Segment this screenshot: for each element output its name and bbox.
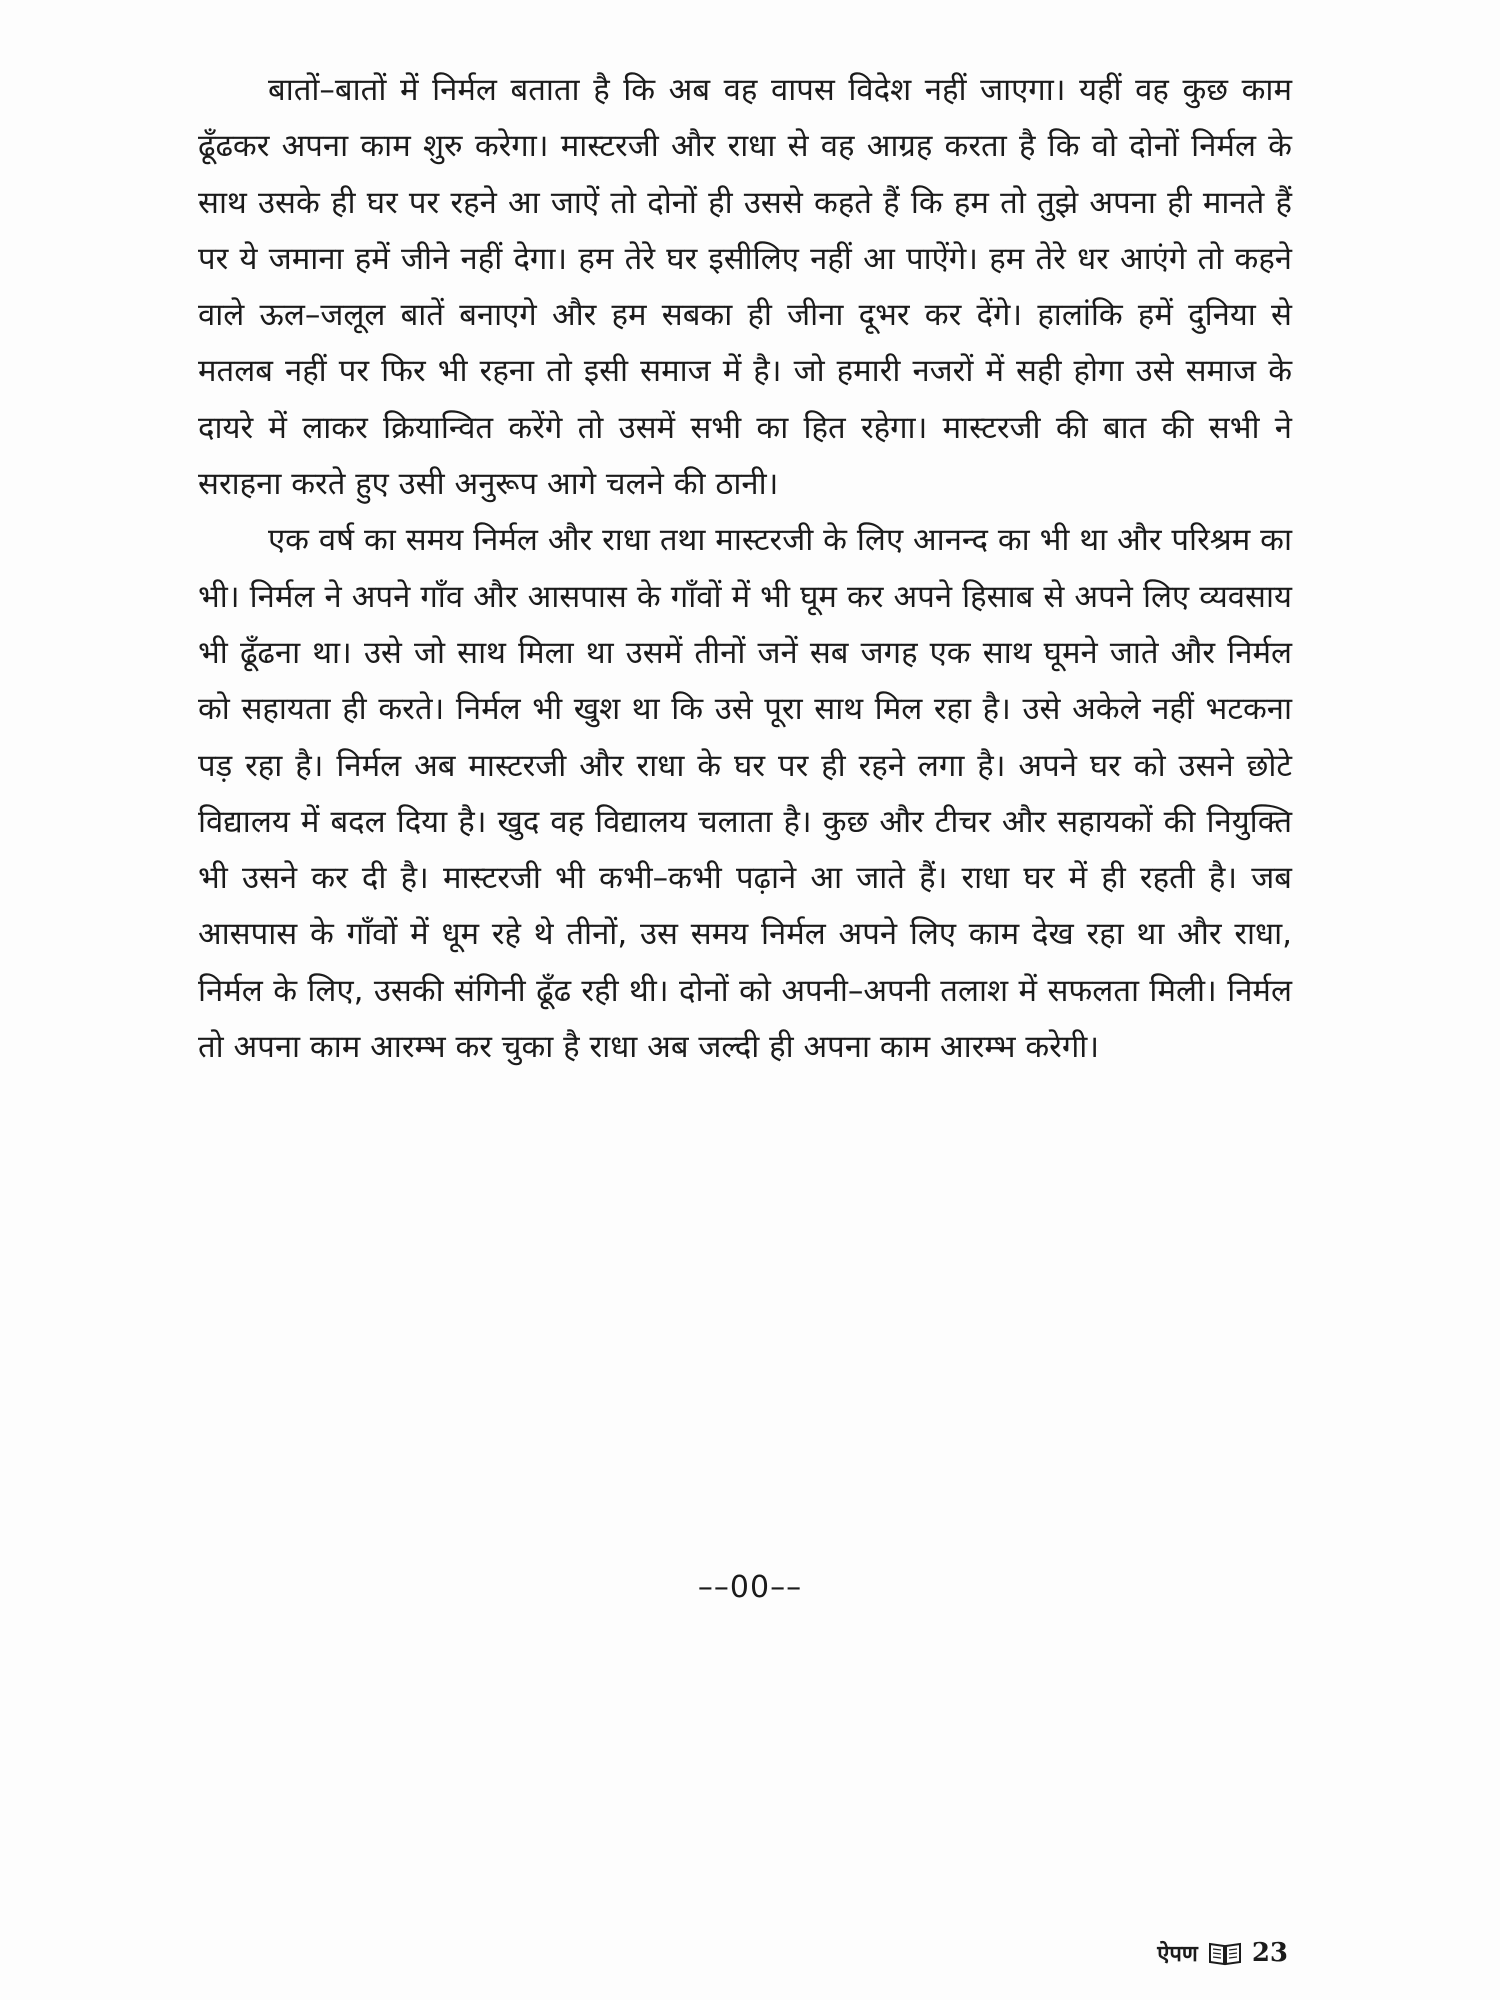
page-number: 23 (1251, 1938, 1288, 1968)
story-text (198, 62, 1292, 1075)
paragraph-2: एक वर्ष का समय निर्मल और राधा तथा मास्टरजी के लिए आनन्द का भी था और परिश्रम का भी। निर्मल ने अपने गाँव और आसपास के गाँवों में भी घूम कर अपने हिसाब से अपने लिए व्यवसाय भी ढूँढना था। उसे जो साथ मिला था उसमें तीनों जनें सब जगह एक साथ घूमने जाते और निर्मल को सहायता ही करते। निर्मल भी खुश था कि उसे पूरा साथ मिल रहा है। उसे अकेले नहीं भटकना पड़ रहा है। निर्मल अब मास्टरजी और राधा के घर पर ही रहने लगा है। अपने घर को उसने छोटे विद्यालय में बदल दिया है। खुद वह विद्यालय चलाता है। कुछ और टीचर और सहायकों की नियुक्ति भी उसने कर दी है। मास्टरजी भी कभी–कभी पढ़ाने आ जाते हैं। राधा घर में ही रहती है। जब आसपास के गाँवों में धूम रहे थे तीनों, उस समय निर्मल अपने लिए काम देख रहा था और राधा, निर्मल के लिए, उसकी संगिनी ढूँढ रही थी। दोनों को अपनी–अपनी तलाश में सफलता मिली। निर्मल तो अपना काम आरम्भ कर चुका है राधा अब जल्दी ही अपना काम आरम्भ करेगी। (198, 522, 1292, 1066)
paragraph-1: बातों–बातों में निर्मल बताता है कि अब वह वापस विदेश नहीं जाएगा। यहीं वह कुछ काम ढूँढकर अपना काम शुरु करेगा। मास्टरजी और राधा से वह आग्रह करता है कि वो दोनों निर्मल के साथ उसके ही घर पर रहने आ जाऐं तो दोनों ही उससे कहते हैं कि हम तो तुझे अपना ही मानते हैं पर ये जमाना हमें जीने नहीं देगा। हम तेरे घर इसीलिए नहीं आ पाऐंगे। हम तेरे धर आएंगे तो कहने वाले ऊल–जलूल बातें बनाएगे और हम सबका ही जीना दूभर कर देंगे। हालांकि हमें दुनिया से मतलब नहीं पर फिर भी रहना तो इसी समाज में है। जो हमारी नजरों में सही होगा उसे समाज के दायरे में लाकर क्रियान्वित करेंगे तो उसमें सभी का हित रहेगा। मास्टरजी की बात की सभी ने सराहना करते हुए उसी अनुरूप आगे चलने की ठानी। (198, 72, 1292, 503)
book-title: ऐपण (1157, 1942, 1198, 1967)
page-footer (1157, 1938, 1288, 1968)
section-end-separator: ––00–– (697, 1570, 803, 1605)
book-icon (1208, 1940, 1242, 1966)
